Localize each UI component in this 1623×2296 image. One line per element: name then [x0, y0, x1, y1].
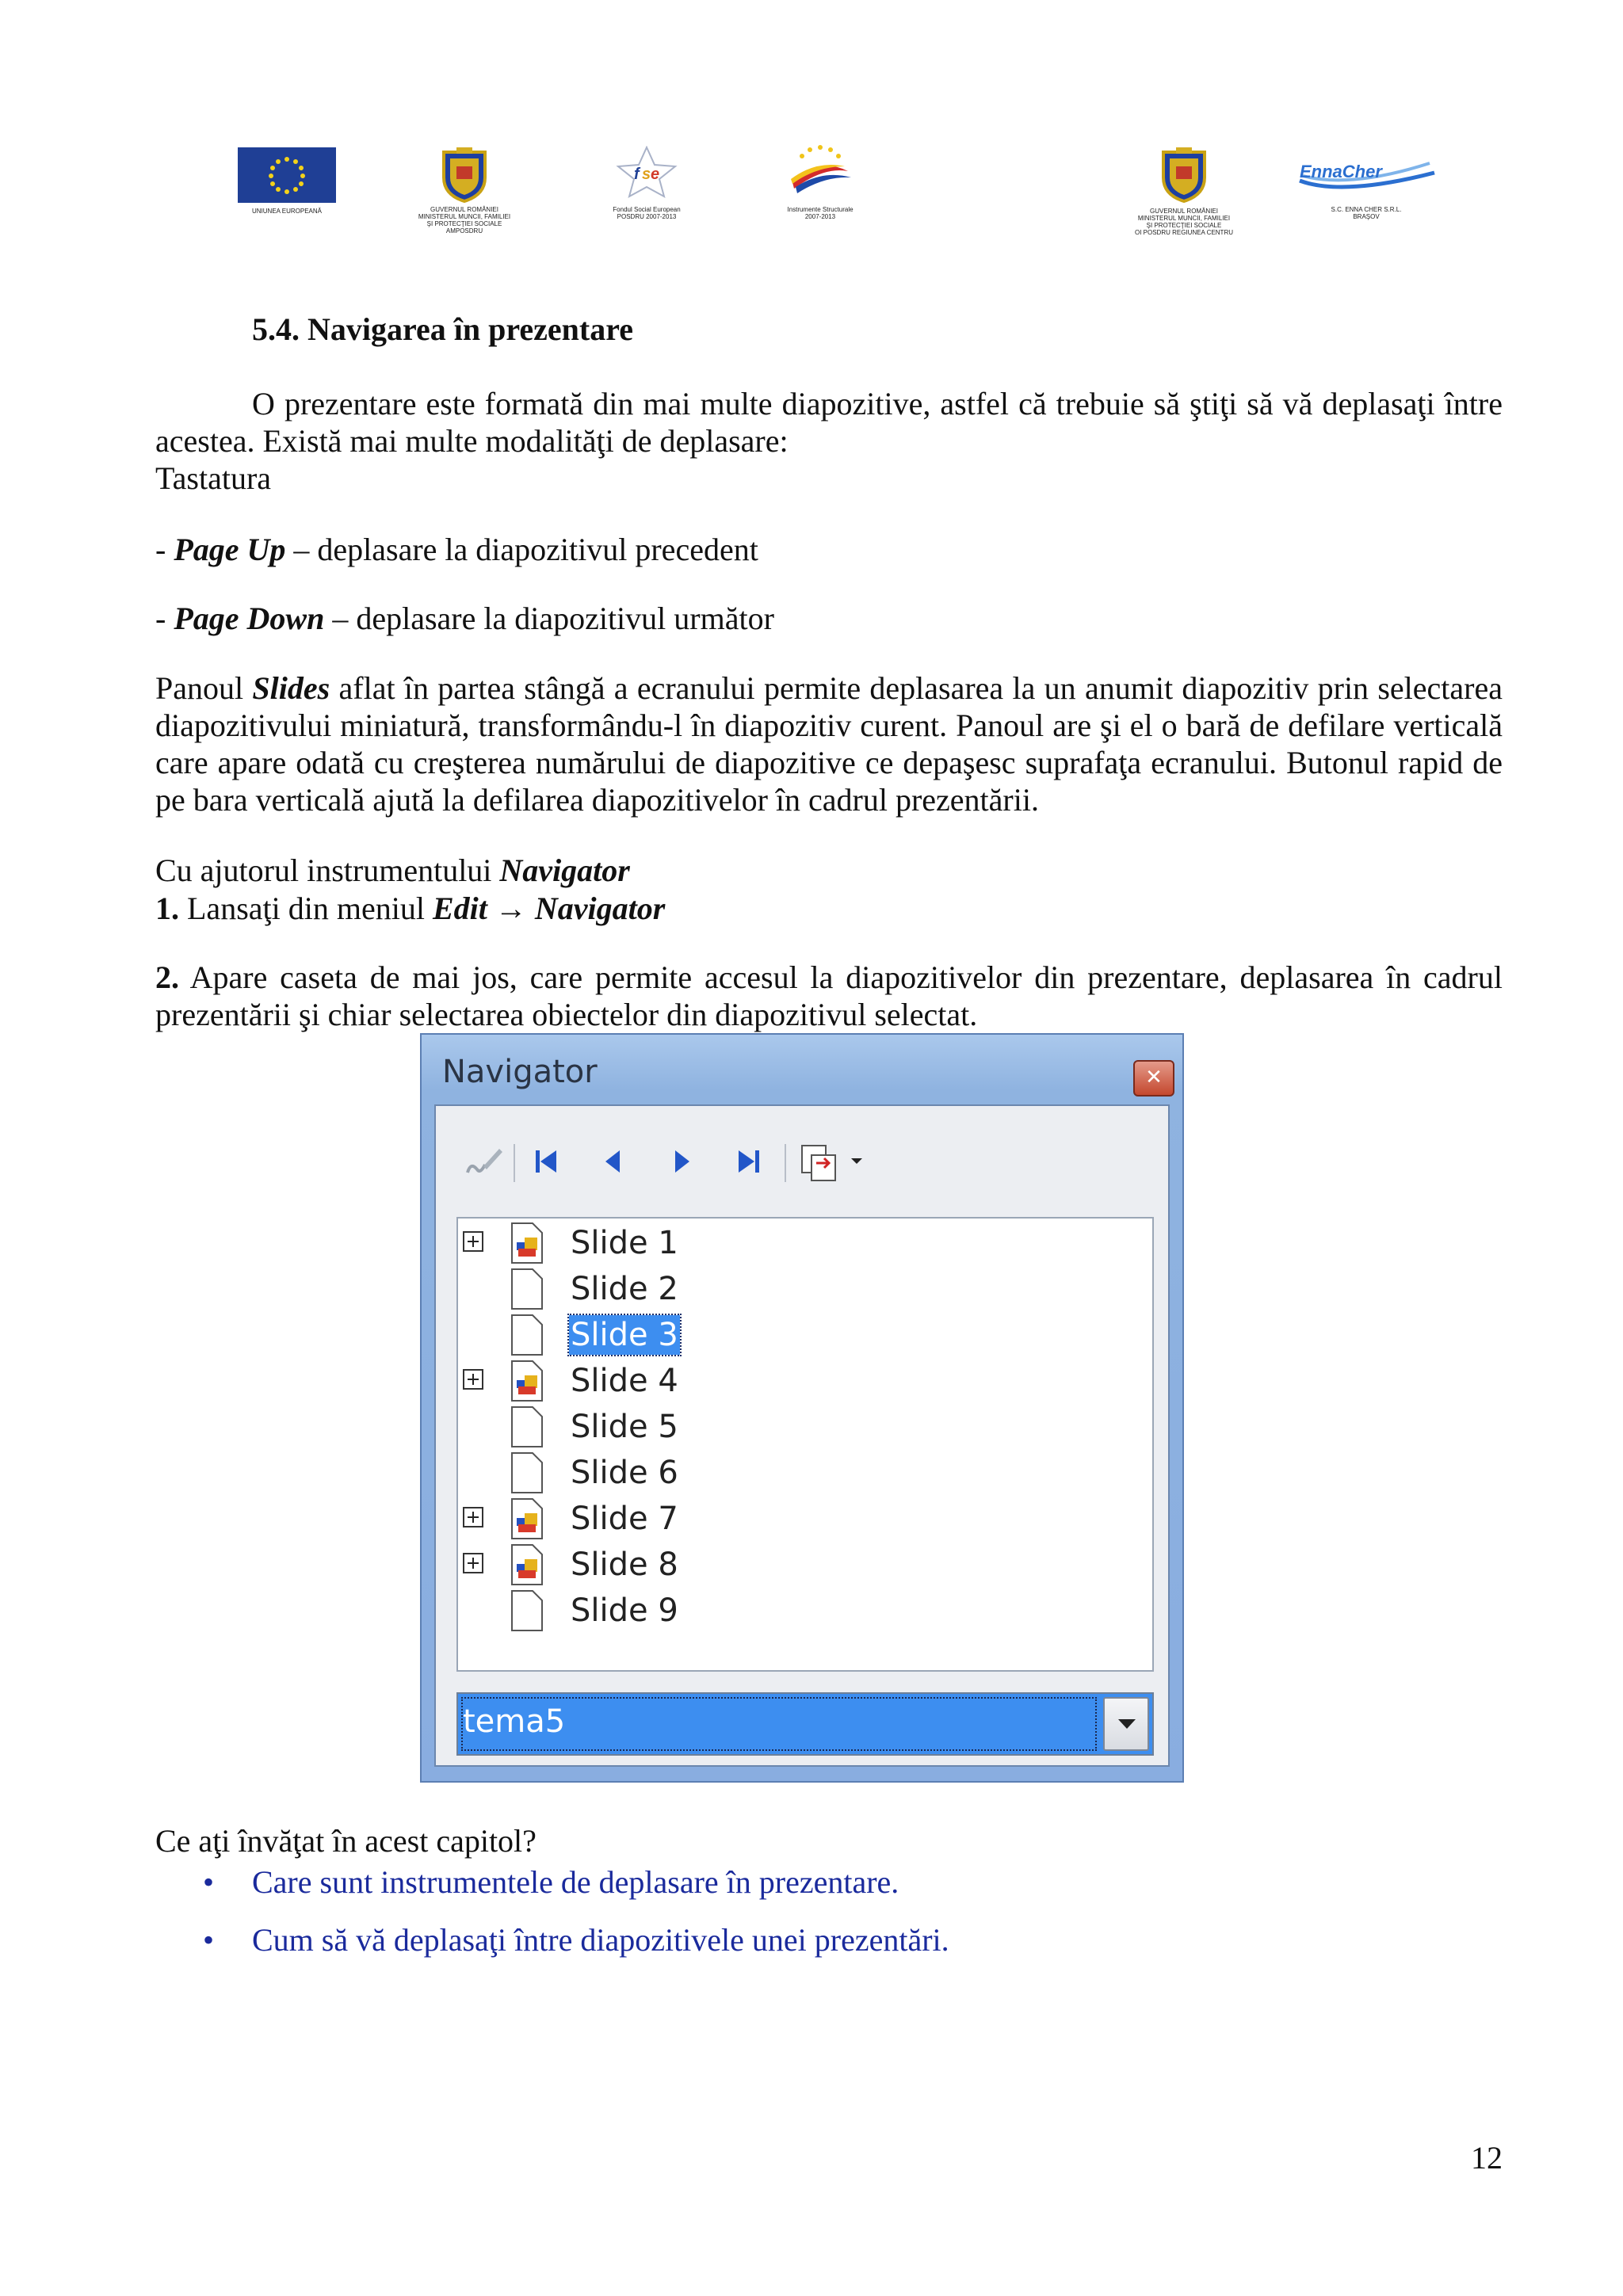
ministry-caption-right: GUVERNUL ROMÂNIEI MINISTERUL MUNCII, FAMILIEI ŞI PROTECŢIEI SOCIALE OI POSDRU REGIUNEA CENTRU	[1134, 208, 1233, 236]
key-page-down	[155, 600, 774, 637]
navigator-term: Navigator	[499, 852, 630, 888]
chevron-down-icon	[1118, 1719, 1136, 1730]
slide-label[interactable]: Slide 4	[571, 1363, 678, 1399]
ministry-logo-right	[1134, 146, 1233, 249]
toolbar-separator	[785, 1144, 786, 1182]
slide-with-content-icon	[509, 1360, 548, 1402]
step-text: Lansaţi din meniul	[179, 891, 433, 926]
slide-label[interactable]: Slide 2	[571, 1271, 678, 1307]
close-icon: ✕	[1145, 1066, 1163, 1089]
first-slide-icon	[523, 1138, 571, 1185]
slide-label[interactable]: Slide 6	[571, 1455, 678, 1491]
structural-instruments-logo-icon	[785, 143, 856, 201]
slide-with-content-icon	[509, 1543, 548, 1586]
bullet: •	[203, 1864, 215, 1900]
drag-mode-button[interactable]	[794, 1138, 842, 1185]
slide-label[interactable]: Slide 5	[571, 1409, 678, 1445]
close-button[interactable]	[1133, 1060, 1174, 1097]
fse-logo-icon	[613, 146, 680, 198]
slide-page-icon	[509, 1314, 548, 1356]
slide-page-icon	[509, 1451, 548, 1494]
ennacher-logo	[1295, 149, 1438, 228]
step-text: Apare caseta de mai jos, care permite accesul la diapozitivelor din prezentare, deplasarea în cadrul prezentării şi chiar selectarea obiectelor din diapozitivul selectat.	[155, 959, 1503, 1032]
svg-text:s: s	[642, 166, 651, 183]
ennacher-name: EnnaCher	[1300, 162, 1382, 181]
romania-crest-icon	[1159, 146, 1209, 203]
eu-caption: UNIUNEA EUROPEANĂ	[251, 208, 323, 215]
step-number: 2.	[155, 959, 179, 995]
tree-row[interactable]	[458, 1358, 1152, 1404]
expand-icon[interactable]	[463, 1553, 483, 1573]
slides-text-after: aflat în partea stângă a ecranului permite deplasarea la un anumit diapozitiv prin selectarea diapozitivului miniatură, transformându-l în diapozitiv curent. Panoul are şi el o bară de defilare verticală care apare odată cu creşterea numărului de diapozitive ce depaşesc suprafaţa ecranului. Butonul rapid de pe bara verticală ajută la defilarea diapozitivelor în cadrul prezentării.	[155, 670, 1503, 818]
navigator-title: Navigator	[442, 1054, 598, 1090]
menu-arrow: →	[487, 891, 535, 926]
eu-flag-icon	[238, 147, 336, 203]
summary-item	[203, 1921, 214, 1958]
tree-row[interactable]	[458, 1266, 1152, 1312]
key-name: Page Down	[174, 601, 325, 636]
bullet-dash: -	[155, 601, 174, 636]
drag-mode-icon	[794, 1138, 842, 1185]
fse-caption: Fondul Social European POSDRU 2007-2013	[613, 206, 681, 220]
navigator-window	[420, 1033, 1184, 1783]
dropdown-arrow-icon	[845, 1138, 869, 1185]
ministry-caption-left: GUVERNUL ROMÂNIEI MINISTERUL MUNCII, FAMILIEI ŞI PROTECŢIEI SOCIALE AMPOSDRU	[418, 206, 511, 235]
slide-with-content-icon	[509, 1497, 548, 1540]
slide-page-icon	[509, 1405, 548, 1448]
bullet: •	[203, 1922, 215, 1958]
document-select[interactable]	[456, 1692, 1154, 1756]
tree-row[interactable]	[458, 1450, 1152, 1496]
keyboard-label: Tastatura	[155, 460, 272, 496]
ennacher-logo-icon	[1295, 149, 1438, 200]
key-page-up	[155, 531, 758, 568]
eu-logo	[238, 147, 336, 227]
document-select-button[interactable]	[1103, 1697, 1149, 1751]
step-2	[155, 959, 1503, 1033]
tree-row[interactable]	[458, 1496, 1152, 1542]
summary-item	[203, 1863, 214, 1901]
slide-with-content-icon	[509, 1222, 548, 1264]
expand-icon[interactable]	[463, 1231, 483, 1252]
tree-row[interactable]	[458, 1588, 1152, 1634]
summary-item-text: Cum să vă deplasaţi între diapozitivele unei prezentări.	[252, 1922, 949, 1958]
expand-icon[interactable]	[463, 1369, 483, 1390]
first-slide-button[interactable]	[523, 1138, 571, 1185]
document-select-value: tema5	[463, 1703, 566, 1740]
intro-paragraph	[155, 385, 1503, 460]
slide-label[interactable]: Slide 7	[571, 1501, 678, 1537]
menu-name: Edit	[432, 891, 487, 926]
toolbar-separator	[514, 1144, 515, 1182]
instrumente-caption: Instrumente Structurale 2007-2013	[787, 206, 854, 220]
expand-icon[interactable]	[463, 1507, 483, 1527]
navigator-panel	[434, 1104, 1170, 1767]
last-slide-icon	[724, 1138, 772, 1185]
svg-text:f: f	[634, 166, 640, 183]
slides-paragraph	[155, 669, 1503, 818]
key-description: – deplasare la diapozitivul precedent	[285, 532, 758, 567]
navigator-intro	[155, 852, 630, 889]
previous-slide-icon	[590, 1138, 637, 1185]
slide-label[interactable]: Slide 9	[571, 1592, 678, 1629]
ennacher-caption: S.C. ENNA CHER S.R.L. BRAŞOV	[1331, 206, 1402, 220]
tree-row[interactable]	[458, 1312, 1152, 1358]
pen-icon[interactable]	[460, 1138, 507, 1185]
previous-slide-button[interactable]	[590, 1138, 637, 1185]
slides-term: Slides	[252, 670, 330, 706]
slide-label-selected[interactable]: Slide 3	[571, 1317, 678, 1353]
slide-page-icon	[509, 1589, 548, 1632]
step-number: 1.	[155, 891, 179, 926]
slides-text-before: Panoul	[155, 670, 253, 706]
slide-label[interactable]: Slide 1	[571, 1225, 678, 1261]
bullet-dash: -	[155, 532, 174, 567]
romania-crest-icon	[439, 146, 490, 203]
drag-mode-dropdown[interactable]	[845, 1138, 869, 1185]
summary-question: Ce aţi învăţat în acest capitol?	[155, 1823, 537, 1859]
step-1	[155, 890, 665, 927]
section-heading: 5.4. Navigarea în prezentare	[252, 311, 634, 347]
intro-text: O prezentare este formată din mai multe diapozitive, astfel că trebuie să ştiţi să vă deplasaţi între acestea. Există mai multe modalităţi de deplasare:	[155, 386, 1503, 459]
fse-logo	[613, 146, 680, 225]
next-slide-icon	[658, 1138, 705, 1185]
navigator-toolbar	[460, 1138, 903, 1185]
instrumente-logo	[785, 143, 856, 222]
summary-item-text: Care sunt instrumentele de deplasare în prezentare.	[252, 1864, 899, 1900]
last-slide-button[interactable]	[724, 1138, 772, 1185]
navigator-intro-text: Cu ajutorul instrumentului	[155, 852, 500, 888]
tree-row[interactable]	[458, 1220, 1152, 1266]
ministry-logo-left	[418, 146, 511, 249]
svg-text:e: e	[651, 166, 660, 183]
page-number: 12	[1471, 2140, 1503, 2176]
tree-row[interactable]	[458, 1542, 1152, 1588]
next-slide-button[interactable]	[658, 1138, 705, 1185]
slide-tree[interactable]	[456, 1217, 1154, 1672]
key-name: Page Up	[174, 532, 286, 567]
menu-item: Navigator	[534, 891, 666, 926]
key-description: – deplasare la diapozitivul următor	[324, 601, 774, 636]
slide-page-icon	[509, 1268, 548, 1310]
tree-row[interactable]	[458, 1404, 1152, 1450]
slide-label[interactable]: Slide 8	[571, 1547, 678, 1583]
